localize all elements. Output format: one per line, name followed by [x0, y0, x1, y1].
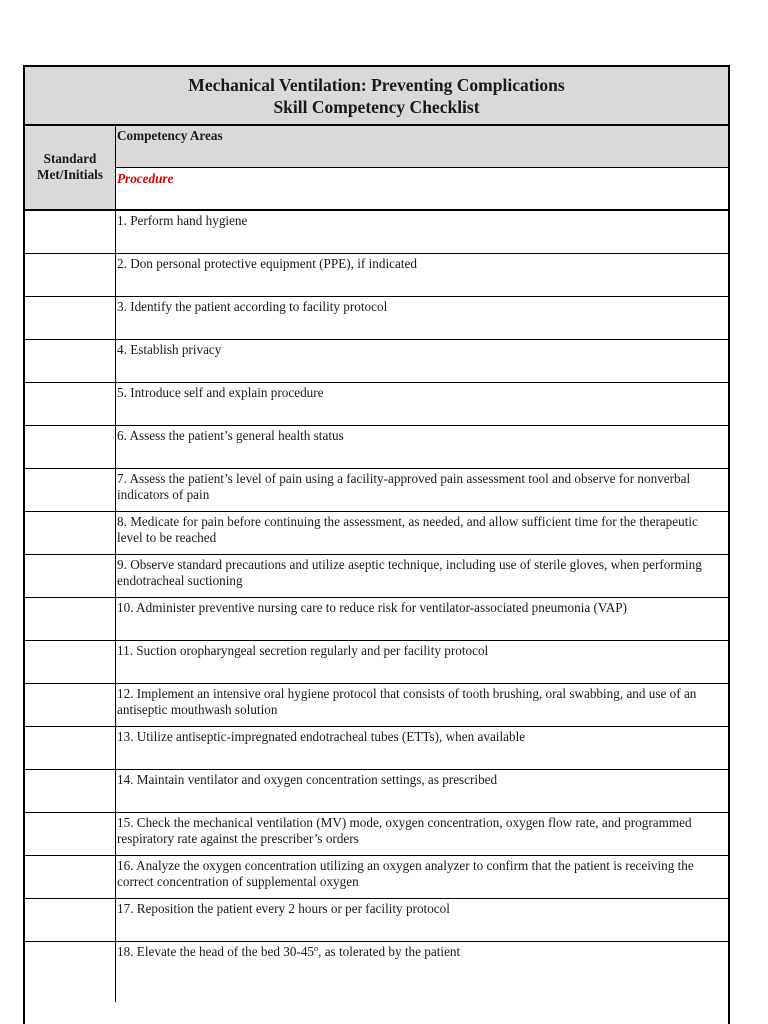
competency-areas-header: Competency Areas — [116, 126, 728, 168]
standard-met-header: Standard Met/Initials — [25, 126, 116, 211]
initials-cell[interactable] — [25, 297, 116, 340]
competency-item: 4. Establish privacy — [116, 340, 728, 383]
competency-item: 7. Assess the patient’s level of pain using a facility-approved pain assessment tool and observe for nonverbal indicators of pain — [116, 469, 728, 512]
initials-cell[interactable] — [25, 469, 116, 512]
initials-cell[interactable] — [25, 340, 116, 383]
initials-cell[interactable] — [25, 813, 116, 856]
initials-cell[interactable] — [25, 512, 116, 555]
competency-item: 9. Observe standard precautions and utilize aseptic technique, including use of sterile gloves, when performing endotracheal suctioning — [116, 555, 728, 598]
initials-cell[interactable] — [25, 899, 116, 942]
initials-cell[interactable] — [25, 254, 116, 297]
initials-cell[interactable] — [25, 727, 116, 770]
competency-item: 3. Identify the patient according to facility protocol — [116, 297, 728, 340]
competency-item: 6. Assess the patient’s general health status — [116, 426, 728, 469]
competency-item: 2. Don personal protective equipment (PPE), if indicated — [116, 254, 728, 297]
competency-item: 11. Suction oropharyngeal secretion regularly and per facility protocol — [116, 641, 728, 684]
initials-cell[interactable] — [25, 641, 116, 684]
initials-cell[interactable] — [25, 856, 116, 899]
initials-cell[interactable] — [25, 770, 116, 813]
title-box — [25, 67, 728, 126]
competency-item: 18. Elevate the head of the bed 30-45º, as tolerated by the patient — [117, 944, 461, 959]
checklist-grid — [25, 126, 728, 1002]
competency-item: 13. Utilize antiseptic-impregnated endotracheal tubes (ETTs), when available — [116, 727, 728, 770]
competency-item: 10. Administer preventive nursing care to reduce risk for ventilator-associated pneumonia (VAP) — [116, 598, 728, 641]
document-subtitle: Skill Competency Checklist — [273, 97, 480, 117]
competency-item: 17. Reposition the patient every 2 hours or per facility protocol — [116, 899, 728, 942]
initials-cell[interactable] — [25, 426, 116, 469]
competency-item: 5. Introduce self and explain procedure — [116, 383, 728, 426]
initials-cell[interactable] — [25, 598, 116, 641]
competency-item: 12. Implement an intensive oral hygiene protocol that consists of tooth brushing, oral swabbing, and use of an antiseptic mouthwash solution — [116, 684, 728, 727]
competency-item: 14. Maintain ventilator and oxygen concentration settings, as prescribed — [116, 770, 728, 813]
competency-item: 1. Perform hand hygiene — [116, 211, 728, 254]
checklist-table — [23, 65, 730, 1024]
document-title: Mechanical Ventilation: Preventing Complications — [188, 75, 565, 95]
competency-item: 8. Medicate for pain before continuing the assessment, as needed, and allow sufficient time for the therapeutic level to be reached — [116, 512, 728, 555]
procedure-section-label: Procedure — [116, 168, 728, 211]
competency-item: 16. Analyze the oxygen concentration utilizing an oxygen analyzer to confirm that the patient is receiving the correct concentration of supplemental oxygen — [116, 856, 728, 899]
initials-cell[interactable] — [25, 684, 116, 727]
initials-cell[interactable] — [25, 555, 116, 598]
competency-item: 15. Check the mechanical ventilation (MV) mode, oxygen concentration, oxygen flow rate, and programmed respiratory rate against the prescriber’s orders — [116, 813, 728, 856]
initials-cell[interactable] — [25, 383, 116, 426]
initials-cell[interactable] — [25, 211, 116, 254]
initials-cell[interactable] — [25, 942, 116, 1002]
